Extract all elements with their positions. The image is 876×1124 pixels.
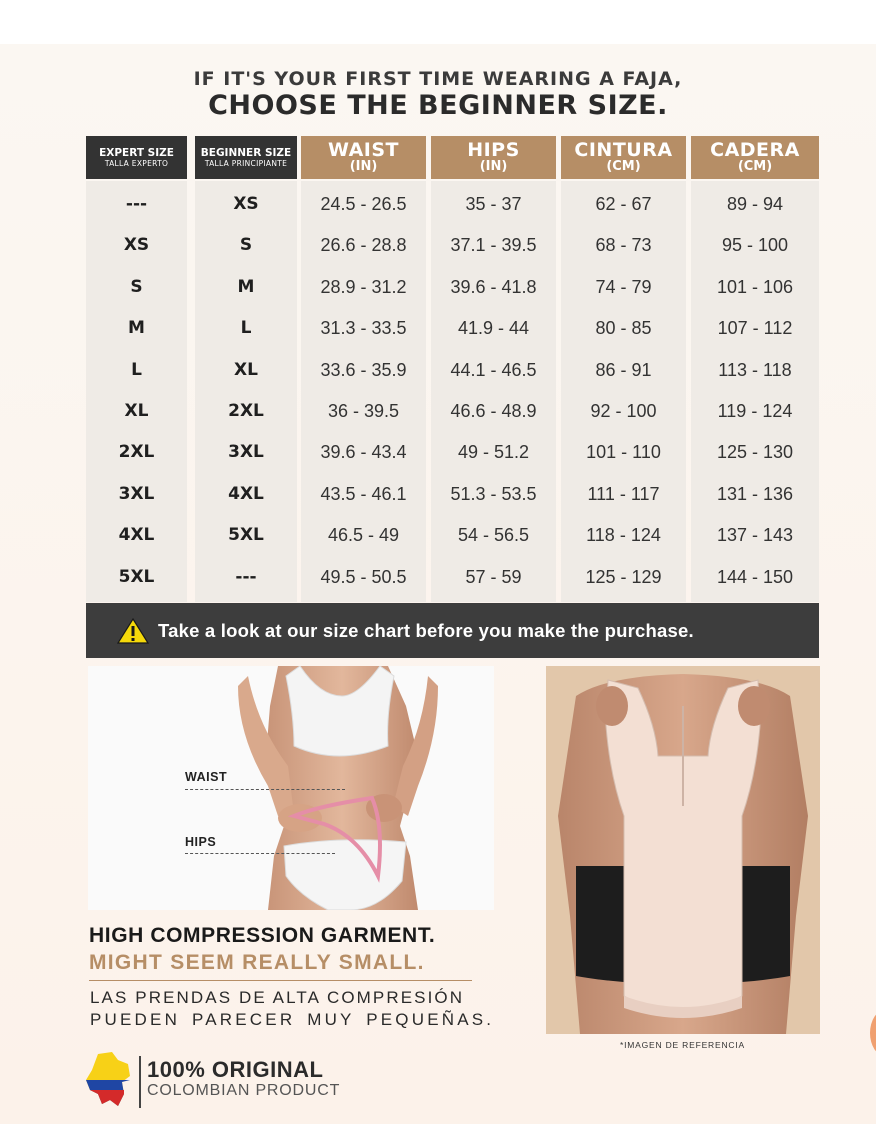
headline-beginner-size: CHOOSE THE BEGINNER SIZE. [208, 90, 668, 121]
colombian-product-text: COLOMBIAN PRODUCT [147, 1082, 341, 1099]
table-cell: XL [234, 359, 258, 380]
column-header [561, 136, 686, 179]
garment-note-line2: MIGHT SEEM REALLY SMALL. [89, 951, 425, 974]
column-header-title: CADERA [710, 139, 800, 161]
table-cell: 86 - 91 [595, 359, 652, 380]
table-cell: 107 - 112 [717, 318, 793, 339]
table-cell: 2XL [228, 401, 264, 421]
table-cell: 41.9 - 44 [457, 318, 530, 339]
column-header [691, 136, 819, 179]
table-cell: 4XL [118, 525, 155, 546]
column-header [431, 136, 556, 179]
original-badge-text: 100% ORIGINAL [147, 1057, 324, 1082]
table-cell: 3XL [118, 483, 155, 504]
column-header [86, 136, 187, 179]
table-cell: 113 - 118 [718, 359, 792, 380]
table-cell: 39.6 - 41.8 [450, 276, 537, 297]
hips-guide-line [185, 853, 335, 854]
table-cell: 43.5 - 46.1 [320, 483, 407, 504]
table-cell: 101 - 106 [716, 276, 794, 297]
table-cell: L [131, 359, 142, 380]
warning-triangle-icon [117, 617, 149, 645]
table-cell: 37.1 - 39.5 [450, 235, 537, 256]
column-header [195, 136, 297, 179]
column-header-subtitle: TALLA EXPERTO [104, 159, 169, 168]
table-cell: L [240, 318, 252, 339]
table-cell: 137 - 143 [716, 525, 794, 546]
woman-holding-garment-illustration [546, 666, 820, 1034]
table-cell: 26.6 - 28.8 [320, 235, 407, 256]
table-cell: M [237, 276, 255, 297]
table-cell: 49 - 51.2 [457, 442, 530, 463]
table-cell: 57 - 59 [465, 566, 522, 587]
table-cell: M [128, 318, 145, 339]
table-cell: S [130, 276, 143, 297]
table-cell: --- [235, 566, 257, 587]
garment-note-divider [89, 980, 472, 981]
column-header-subtitle: TALLA PRINCIPIANTE [204, 159, 288, 168]
table-cell: 111 - 117 [587, 483, 660, 504]
warning-text: Take a look at our size chart before you make the purchase. [158, 619, 694, 641]
table-cell: 62 - 67 [595, 194, 652, 214]
table-cell: 80 - 85 [595, 318, 652, 339]
table-cell: 95 - 100 [721, 235, 789, 256]
table-cell: 24.5 - 26.5 [320, 194, 407, 214]
table-cell: 46.5 - 49 [327, 525, 400, 546]
column-header-subtitle: (IN) [349, 159, 378, 174]
table-cell: 31.3 - 33.5 [320, 318, 407, 339]
table-cell: 54 - 56.5 [457, 525, 530, 546]
table-cell: 68 - 73 [595, 235, 652, 256]
table-cell: 74 - 79 [595, 276, 652, 297]
table-cell: 33.6 - 35.9 [320, 359, 407, 380]
column-header-title: HIPS [467, 139, 520, 161]
table-cell: 92 - 100 [590, 401, 657, 421]
table-cell: 125 - 129 [585, 566, 662, 587]
column-header-subtitle: (IN) [479, 159, 508, 174]
column-header-subtitle: (CM) [737, 159, 773, 174]
table-cell: 49.5 - 50.5 [320, 566, 407, 587]
column-header [301, 136, 426, 179]
table-cell: 44.1 - 46.5 [450, 359, 537, 380]
table-cell: 2XL [118, 442, 155, 463]
reference-caption: *IMAGEN DE REFERENCIA [620, 1040, 745, 1050]
hips-label: HIPS [185, 835, 217, 849]
table-cell: 5XL [228, 525, 264, 546]
column-header-title: WAIST [327, 139, 400, 161]
table-cell: 131 - 136 [716, 483, 794, 504]
table-cell: 35 - 37 [465, 194, 522, 214]
table-cell: 89 - 94 [726, 194, 784, 214]
table-cell: 101 - 110 [586, 442, 661, 463]
table-cell: S [239, 235, 253, 256]
column-header-title: CINTURA [574, 139, 673, 161]
table-cell: 39.6 - 43.4 [320, 442, 407, 463]
column-header-subtitle: (CM) [606, 159, 641, 174]
column-header-title: BEGINNER SIZE [200, 147, 292, 159]
garment-note-line3: LAS PRENDAS DE ALTA COMPRESIÓN [90, 988, 465, 1007]
table-cell: 4XL [228, 483, 264, 504]
table-cell: 3XL [228, 442, 264, 463]
warning-bar [86, 603, 819, 658]
table-cell: 28.9 - 31.2 [320, 276, 407, 297]
headline-first-time: IF IT'S YOUR FIRST TIME WEARING A FAJA, [193, 68, 683, 90]
table-cell: --- [125, 194, 148, 214]
garment-photo [546, 666, 820, 1034]
table-cell: 144 - 150 [716, 566, 794, 587]
table-cell: 119 - 124 [717, 401, 793, 421]
garment-note-line4: PUEDEN PARECER MUY PEQUEÑAS. [90, 1010, 495, 1029]
woman-measurement-illustration [88, 666, 494, 910]
table-cell: 118 - 124 [586, 525, 661, 546]
column-header-title: EXPERT SIZE [99, 147, 174, 159]
table-cell: 125 - 130 [716, 442, 794, 463]
table-cell: 51.3 - 53.5 [450, 483, 537, 504]
waist-label: WAIST [185, 770, 228, 784]
garment-note-line1: HIGH COMPRESSION GARMENT. [89, 924, 436, 947]
footer-divider [139, 1056, 141, 1108]
table-cell: 36 - 39.5 [327, 401, 400, 421]
table-cell: XS [123, 235, 150, 256]
waist-guide-line [185, 789, 345, 790]
table-cell: XL [124, 401, 149, 421]
colombia-map-flag-icon [84, 1050, 132, 1108]
table-cell: XS [233, 194, 259, 214]
table-cell: 46.6 - 48.9 [450, 401, 537, 421]
table-cell: 5XL [118, 566, 155, 587]
measurement-photo [88, 666, 494, 910]
